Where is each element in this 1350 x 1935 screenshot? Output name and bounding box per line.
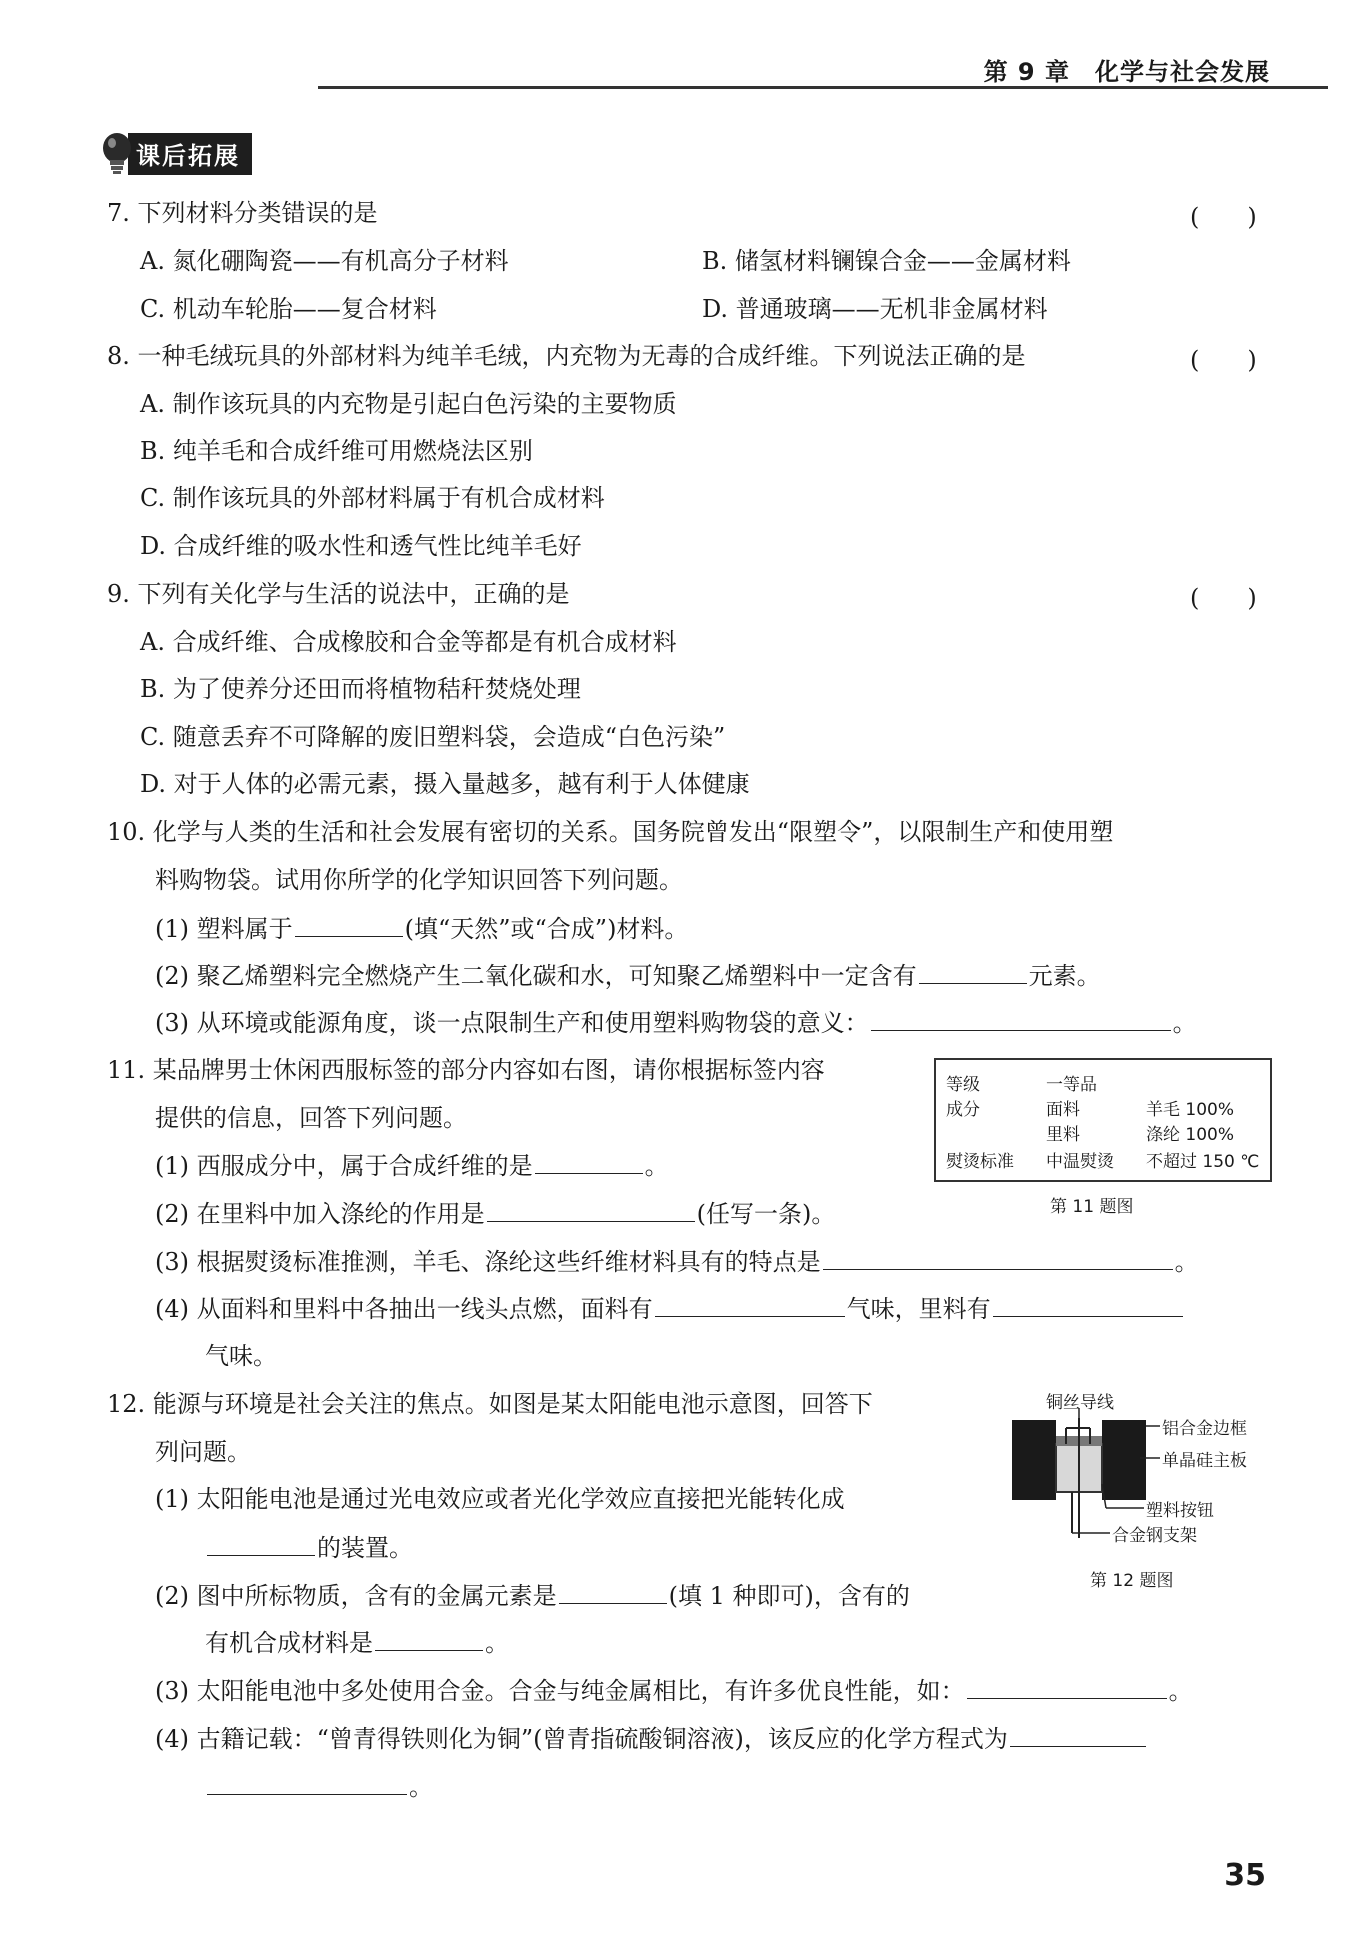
q12-part4-blank2[interactable] xyxy=(207,1770,407,1795)
lightbulb-icon xyxy=(100,132,134,176)
q12-part2 xyxy=(155,1579,910,1612)
q8-option-a: A. 制作该玩具的内充物是引起白色污染的主要物质 xyxy=(140,390,677,418)
q11-part1 xyxy=(155,1149,669,1182)
q12-part1-blank[interactable] xyxy=(207,1531,315,1556)
label-steel-stand: 合金钢支架 xyxy=(1112,1526,1197,1546)
q9-option-d: D. 对于人体的必需元素，摄入量越多，越有利于人体健康 xyxy=(140,770,750,798)
q11-part3-blank[interactable] xyxy=(823,1245,1173,1270)
q11-part2-blank[interactable] xyxy=(487,1197,695,1222)
q8-stem: 8. 一种毛绒玩具的外部材料为纯羊毛绒，内充物为无毒的合成纤维。下列说法正确的是 xyxy=(107,342,1026,370)
solar-cell-figure xyxy=(1010,1388,1300,1558)
q12-part1-cont xyxy=(205,1531,413,1564)
q12-part1: (1) 太阳能电池是通过光电效应或者光化学效应直接把光能转化成 xyxy=(155,1485,845,1513)
q10-part2-text: (2) 聚乙烯塑料完全燃烧产生二氧化碳和水，可知聚乙烯塑料中一定含有 xyxy=(155,962,917,990)
q12-figure-caption: 第 12 题图 xyxy=(1090,1571,1174,1591)
q11-part4-blank2[interactable] xyxy=(993,1292,1183,1317)
q11-part4-mid: 气味，里料有 xyxy=(846,1295,991,1323)
q10-part2-tail: 元素。 xyxy=(1028,962,1101,990)
q12-part4-tail: 。 xyxy=(409,1773,433,1801)
label-silicon-board: 单晶硅主板 xyxy=(1162,1451,1247,1471)
label-ironing-key: 熨烫标准 xyxy=(946,1152,1014,1172)
q11-part2-text: (2) 在里料中加入涤纶的作用是 xyxy=(155,1200,485,1228)
label-aluminum-frame: 铝合金边框 xyxy=(1162,1419,1247,1439)
label-face-value: 羊毛 100% xyxy=(1146,1100,1235,1120)
q10-part1 xyxy=(155,912,688,945)
q11-part3-tail: 。 xyxy=(1174,1248,1199,1276)
q12-part3-tail: 。 xyxy=(1168,1677,1193,1705)
q11-part1-tail: 。 xyxy=(644,1152,669,1180)
q12-part2-blank2[interactable] xyxy=(375,1626,483,1651)
left-panel xyxy=(1012,1420,1056,1500)
right-panel xyxy=(1102,1420,1146,1500)
garment-label-figure xyxy=(934,1058,1272,1182)
q8-option-d: D. 合成纤维的吸水性和透气性比纯羊毛好 xyxy=(140,532,582,560)
q9-stem: 9. 下列有关化学与生活的说法中，正确的是 xyxy=(107,580,570,608)
q8-option-b: B. 纯羊毛和合成纤维可用燃烧法区别 xyxy=(140,437,533,465)
q10-part1-blank[interactable] xyxy=(295,912,403,937)
q11-part2-tail: (任写一条)。 xyxy=(696,1200,836,1228)
q10-part2-blank[interactable] xyxy=(919,959,1027,984)
chapter-title: 第 9 章 化学与社会发展 xyxy=(983,58,1270,86)
q11-figure-caption: 第 11 题图 xyxy=(1050,1197,1134,1217)
q12-part2-tail: 。 xyxy=(485,1629,509,1657)
q11-part4-tail: 气味。 xyxy=(205,1342,277,1370)
section-label: 课后拓展 xyxy=(128,133,252,175)
q12-part4-text: (4) 古籍记载：“曾青得铁则化为铜”(曾青指硫酸铜溶液)，该反应的化学方程式为 xyxy=(155,1725,1008,1753)
q7-option-b: B. 储氢材料镧镍合金——金属材料 xyxy=(702,247,1071,275)
page-number: 35 xyxy=(1224,1858,1266,1893)
label-grade-key: 等级 xyxy=(946,1075,980,1095)
q12-part2-cont xyxy=(205,1626,509,1659)
page-header xyxy=(0,0,1350,100)
q10-part1-text: (1) 塑料属于 xyxy=(155,915,293,943)
q12-part2-blank1[interactable] xyxy=(559,1579,667,1604)
q12-part4-blank1[interactable] xyxy=(1010,1722,1146,1747)
section-heading xyxy=(100,134,252,174)
q12-part2-text2: 有机合成材料是 xyxy=(205,1629,373,1657)
q7-stem: 7. 下列材料分类错误的是 xyxy=(107,199,378,227)
q10-part1-tail: (填“天然”或“合成”)材料。 xyxy=(404,915,689,943)
q12-part3 xyxy=(155,1674,1193,1707)
label-ironing-limit: 不超过 150 ℃ xyxy=(1146,1152,1260,1172)
q11-part1-text: (1) 西服成分中，属于合成纤维的是 xyxy=(155,1152,533,1180)
q12-part2-mid: (填 1 种即可)，含有的 xyxy=(668,1582,910,1610)
q12-part2-text: (2) 图中所标物质，含有的金属元素是 xyxy=(155,1582,557,1610)
q7-option-d: D. 普通玻璃——无机非金属材料 xyxy=(702,295,1048,323)
header-rule xyxy=(318,86,1328,89)
q7-answer-paren: ( ) xyxy=(1190,203,1257,231)
q11-part3-text: (3) 根据熨烫标准推测，羊毛、涤纶这些纤维材料具有的特点是 xyxy=(155,1248,821,1276)
q10-part3-tail: 。 xyxy=(1172,1009,1197,1037)
q8-answer-paren: ( ) xyxy=(1190,346,1257,374)
q12-part3-text: (3) 太阳能电池中多处使用合金。合金与纯金属相比，有许多优良性能，如： xyxy=(155,1677,965,1705)
q10-part2 xyxy=(155,959,1101,992)
q10-part3-text: (3) 从环境或能源角度，谈一点限制生产和使用塑料购物袋的意义： xyxy=(155,1009,869,1037)
label-face-key: 面料 xyxy=(1046,1100,1080,1120)
q9-answer-paren: ( ) xyxy=(1190,584,1257,612)
q12-part4 xyxy=(155,1722,1148,1755)
q11-part4-text: (4) 从面料和里料中各抽出一线头点燃，面料有 xyxy=(155,1295,653,1323)
q11-part1-blank[interactable] xyxy=(535,1149,643,1174)
q10-part3-blank[interactable] xyxy=(871,1006,1171,1031)
q11-part4 xyxy=(155,1292,1185,1325)
q11-part2 xyxy=(155,1197,835,1230)
q9-option-a: A. 合成纤维、合成橡胶和合金等都是有机合成材料 xyxy=(140,628,677,656)
label-composition-key: 成分 xyxy=(946,1100,980,1120)
label-plastic-button: 塑料按钮 xyxy=(1146,1501,1214,1521)
q11-part3 xyxy=(155,1245,1199,1278)
q7-option-c: C. 机动车轮胎——复合材料 xyxy=(140,295,437,323)
q12-part1-tail: 的装置。 xyxy=(317,1534,413,1562)
label-lining-value: 涤纶 100% xyxy=(1146,1125,1235,1145)
q10-stem-line1: 10. 化学与人类的生活和社会发展有密切的关系。国务院曾发出“限塑令”，以限制生产和使用塑 xyxy=(107,818,1114,846)
q11-stem-line2: 提供的信息，回答下列问题。 xyxy=(155,1104,467,1132)
q10-stem-line2: 料购物袋。试用你所学的化学知识回答下列问题。 xyxy=(155,866,683,894)
q11-stem-line1: 11. 某品牌男士休闲西服标签的部分内容如右图，请你根据标签内容 xyxy=(107,1056,825,1084)
label-copper-wire: 铜丝导线 xyxy=(1046,1393,1114,1413)
q12-stem-line1: 12. 能源与环境是社会关注的焦点。如图是某太阳能电池示意图，回答下 xyxy=(107,1390,873,1418)
label-lining-key: 里料 xyxy=(1046,1125,1080,1145)
label-grade-value: 一等品 xyxy=(1046,1075,1097,1095)
q11-part4-blank1[interactable] xyxy=(655,1292,845,1317)
q12-part4-cont xyxy=(205,1770,433,1803)
q12-part3-blank[interactable] xyxy=(967,1674,1167,1699)
q9-option-b: B. 为了使养分还田而将植物秸秆焚烧处理 xyxy=(140,675,581,703)
q12-stem-line2: 列问题。 xyxy=(155,1438,251,1466)
label-ironing-value: 中温熨烫 xyxy=(1046,1152,1114,1172)
q9-option-c: C. 随意丢弃不可降解的废旧塑料袋，会造成“白色污染” xyxy=(140,723,726,751)
q10-part3 xyxy=(155,1006,1197,1039)
q7-option-a: A. 氮化硼陶瓷——有机高分子材料 xyxy=(140,247,509,275)
q8-option-c: C. 制作该玩具的外部材料属于有机合成材料 xyxy=(140,484,605,512)
